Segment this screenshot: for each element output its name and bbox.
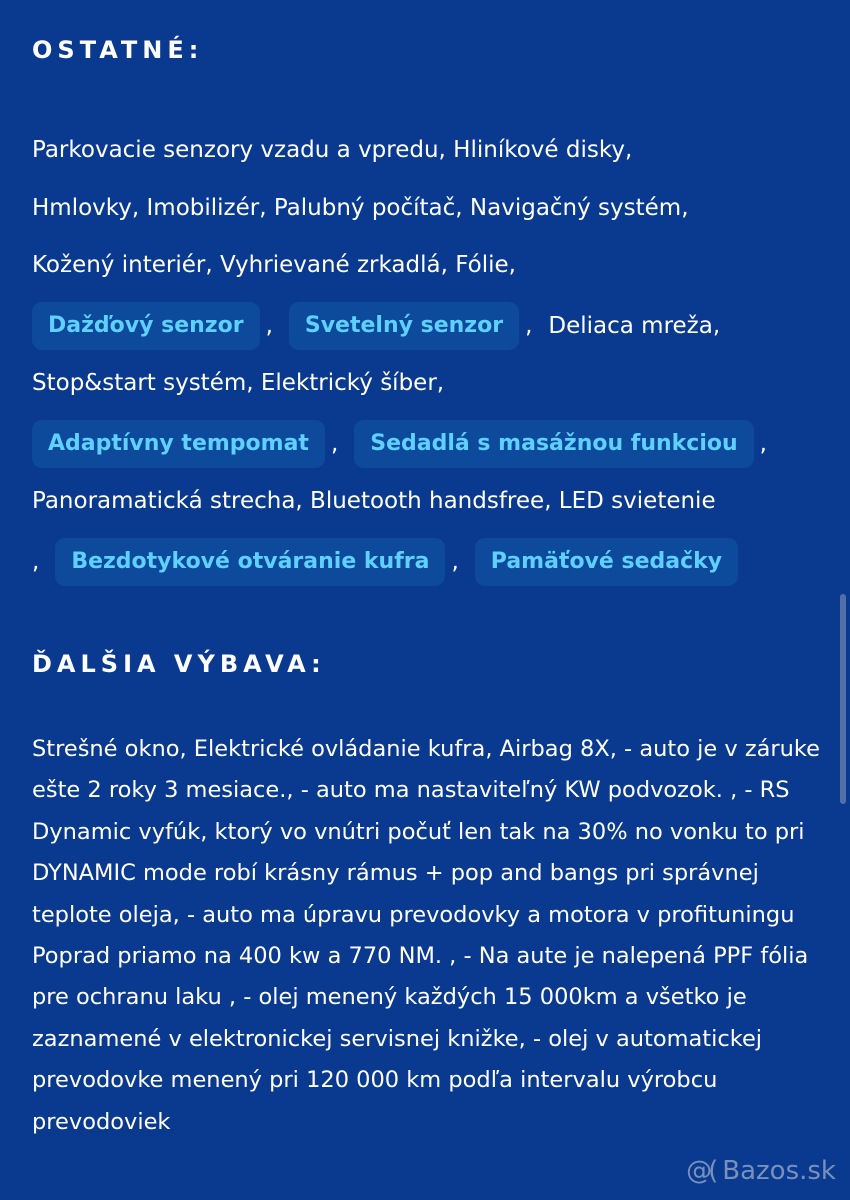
feature-line: [32, 125, 632, 175]
feature-text: Deliaca mreža,: [548, 313, 721, 339]
feature-line: [32, 240, 516, 290]
feature-line: [32, 183, 689, 233]
section-heading-ostatne: OSTATNÉ:: [32, 36, 204, 64]
feature-chip-adaptivny-tempomat[interactable]: Adaptívny tempomat: [32, 420, 325, 468]
feature-line: [32, 476, 716, 526]
separator-comma: ,: [330, 431, 339, 457]
bazos-watermark: [686, 1156, 836, 1186]
separator-comma: ,: [451, 549, 459, 575]
feature-text: Parkovacie senzory vzadu a vpredu, Hliníkové disky,: [32, 137, 633, 163]
equipment-description: Strešné okno, Elektrické ovládanie kufra, Airbag 8X, - auto je v záruke ešte 2 roky 3 mesiace., - auto ma nastaviteľný KW podvozok. , - RS Dynamic vyfúk, ktorý vo vnútri počuť len tak na 30% no vonku to pri DYNAMIC mode robí krásny rámus + pop and bangs pri správnej teplote oleja, - auto ma úpravu prevodovky a motora v profituningu Poprad priamo na 400 kw a 770 NM. , - Na aute je nalepená PPF fólia pre ochranu laku , - olej menený každých 15 000km a všetko je zaznamené v elektronickej servisnej knižke, - olej v automatickej prevodovke menený pri 120 000 km podľa intervalu výrobcu prevodoviek: [32, 736, 821, 1135]
feature-chip-pamatove-sedacky[interactable]: Pamäťové sedačky: [475, 538, 738, 586]
feature-text: Hmlovky, Imobilizér, Palubný počítač, Navigačný systém,: [32, 195, 689, 221]
feature-text: Panoramatická strecha, Bluetooth handsfree, LED svietenie: [32, 488, 716, 514]
feature-text: Kožený interiér, Vyhrievané zrkadlá, Fólie,: [32, 252, 516, 278]
scrollbar[interactable]: [840, 594, 846, 804]
feature-line: [32, 301, 720, 351]
watermark-text: Bazos.sk: [722, 1156, 836, 1186]
feature-line: [32, 537, 744, 587]
separator-comma: ,: [265, 313, 273, 339]
feature-chip-dazdovy-senzor[interactable]: Dažďový senzor: [32, 302, 260, 350]
feature-chip-sedadla-masaz[interactable]: Sedadlá s masážnou funkciou: [354, 420, 753, 468]
section-heading-dalsia-vybava: ĎALŠIA VÝBAVA:: [32, 650, 326, 678]
separator-comma: ,: [525, 313, 533, 339]
bazos-logo-icon: @(: [686, 1156, 715, 1186]
separator-comma: ,: [759, 431, 767, 457]
feature-line: [32, 358, 444, 408]
feature-line: [32, 419, 779, 469]
separator-comma: ,: [32, 549, 40, 575]
feature-chip-svetelny-senzor[interactable]: Svetelný senzor: [289, 302, 519, 350]
feature-chip-bezdotykove-kufor[interactable]: Bezdotykové otváranie kufra: [55, 538, 445, 586]
feature-text: Stop&start systém, Elektrický šíber,: [32, 370, 445, 396]
